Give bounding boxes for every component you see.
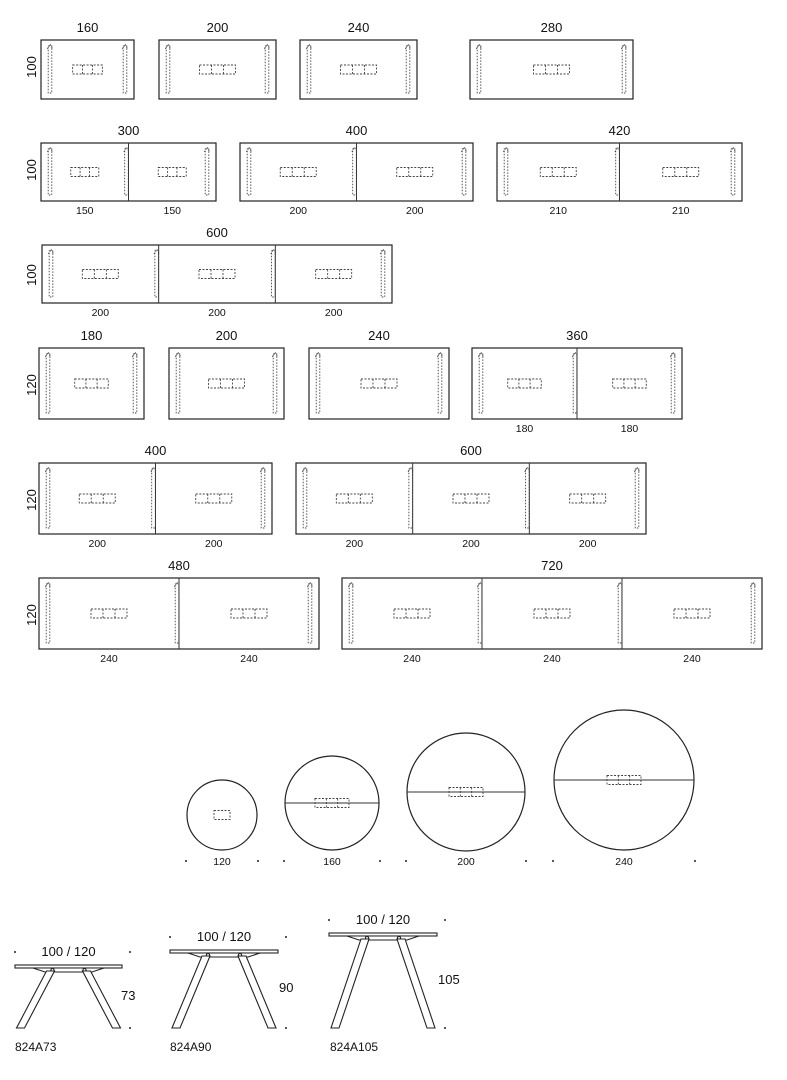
round-table-160 (283, 756, 381, 868)
rectangular-tables (24, 20, 762, 665)
dimension-dot (379, 860, 381, 862)
table-top-outline (342, 578, 762, 649)
extension-mechanism (570, 494, 606, 503)
side-view-824A73 (14, 944, 135, 1054)
segment-width-label: 150 (163, 205, 182, 217)
table-plan-240 (300, 20, 417, 99)
extension-mechanism (397, 168, 433, 177)
table-plan-400 (240, 123, 473, 217)
dimension-dot (169, 936, 171, 938)
diameter-label: 200 (457, 856, 475, 868)
leg-left (331, 939, 369, 1028)
table-plan-360 (472, 328, 682, 435)
leg-rail (261, 469, 265, 528)
dimension-dot (444, 1027, 446, 1029)
table-top-outline (39, 348, 144, 419)
leg-rail (618, 584, 622, 643)
width-label: 400 (144, 443, 167, 458)
extension-mechanism (280, 168, 316, 177)
extension-mechanism (663, 168, 699, 177)
leg-rail (308, 584, 312, 643)
table-plan-200 (169, 328, 284, 419)
table-plan-280 (470, 20, 633, 99)
leg-rail (751, 584, 755, 643)
leg-rail (438, 354, 442, 413)
model-code: 824A105 (330, 1040, 379, 1054)
table-plan-160 (24, 20, 134, 99)
leg-rail (265, 46, 269, 93)
width-label: 720 (541, 558, 563, 573)
depth-label: 120 (24, 374, 39, 396)
width-label: 160 (76, 20, 99, 35)
top-size-label: 100 / 120 (355, 912, 411, 927)
extension-mechanism (73, 65, 103, 74)
extension-mechanism (613, 379, 647, 388)
dimension-dot (405, 860, 407, 862)
segment-width-label: 200 (289, 205, 308, 217)
extension-mechanism (674, 609, 710, 618)
table-plan-180 (24, 328, 144, 419)
segment-width-label: 200 (208, 307, 226, 319)
leg-rail (349, 584, 353, 643)
apron (347, 936, 419, 940)
segment-width-label: 240 (100, 653, 118, 665)
dimension-dot (257, 860, 259, 862)
leg-rail (123, 46, 127, 93)
width-label: 240 (368, 328, 390, 343)
segment-width-label: 200 (88, 538, 107, 550)
depth-label: 100 (24, 264, 39, 286)
dimension-dot (14, 951, 16, 953)
top-size-label: 100 / 120 (196, 929, 252, 944)
segment-width-label: 200 (345, 538, 364, 550)
extension-mechanism (316, 270, 352, 279)
leg-rail (526, 469, 530, 528)
extension-mechanism (508, 379, 542, 388)
dimension-dot (185, 860, 187, 862)
table-top-outline (470, 40, 633, 99)
width-label: 480 (168, 558, 190, 573)
extension-mechanism (341, 65, 377, 74)
segment-width-label: 200 (405, 205, 424, 217)
table-plan-600 (24, 225, 392, 319)
leg-rail (731, 149, 735, 195)
leg-rail (155, 251, 159, 297)
dimension-dot (525, 860, 527, 862)
table-plan-480 (24, 558, 319, 665)
extension-mechanism (336, 494, 372, 503)
segment-width-label: 200 (204, 538, 223, 550)
extension-mechanism (209, 379, 245, 388)
height-label: 73 (121, 988, 136, 1003)
leg-right (238, 956, 276, 1028)
extension-mechanism (91, 609, 127, 618)
segment-width-label: 200 (462, 538, 480, 550)
depth-label: 120 (24, 604, 39, 626)
segment-width-label: 200 (578, 538, 597, 550)
model-code: 824A90 (170, 1040, 212, 1054)
width-label: 600 (206, 225, 228, 240)
dimension-dot (129, 951, 131, 953)
leg-rail (478, 584, 482, 643)
table-top-outline (41, 40, 134, 99)
leg-rail (247, 149, 251, 195)
dimension-dot (694, 860, 696, 862)
table-plan-420 (497, 123, 742, 217)
round-table-200 (405, 733, 527, 868)
width-label: 280 (540, 20, 563, 35)
leg-rail (616, 149, 620, 195)
extension-mechanism (540, 168, 576, 177)
leg-rail (462, 149, 466, 195)
leg-rail (671, 354, 675, 413)
leg-rail (635, 469, 639, 528)
leg-rail (46, 469, 50, 528)
leg-rail (477, 46, 481, 93)
leg-rail (175, 584, 179, 643)
table-top-outline (159, 40, 276, 99)
apron (33, 968, 104, 972)
leg-rail (479, 354, 483, 413)
segment-width-label: 240 (683, 653, 701, 665)
depth-label: 100 (24, 159, 39, 181)
segment-width-label: 240 (403, 653, 421, 665)
diameter-label: 120 (213, 856, 231, 868)
dimension-dot (444, 919, 446, 921)
leg-rail (152, 469, 156, 528)
table-plan-720 (342, 558, 762, 665)
width-label: 200 (215, 328, 238, 343)
width-label: 600 (460, 443, 482, 458)
extension-mechanism (158, 168, 186, 177)
extension-mechanism (196, 494, 232, 503)
round-table-120 (185, 780, 259, 868)
dimension-dot (552, 860, 554, 862)
height-label: 90 (279, 980, 294, 995)
extension-mechanism (82, 270, 118, 279)
leg-rail (307, 46, 311, 93)
leg-rail (176, 354, 180, 413)
leg-rail (273, 354, 277, 413)
table-plan-200 (159, 20, 276, 99)
leg-rail (48, 46, 52, 93)
extension-mechanism (214, 811, 230, 820)
model-code: 824A73 (15, 1040, 57, 1054)
side-view-824A105 (328, 912, 460, 1054)
round-top-outline (187, 780, 257, 850)
width-label: 400 (345, 123, 368, 138)
top-size-label: 100 / 120 (41, 944, 96, 959)
leg-rail (205, 149, 209, 195)
leg-rail (166, 46, 170, 93)
diameter-label: 240 (615, 856, 633, 868)
segment-width-label: 210 (671, 205, 690, 217)
leg-rail (46, 584, 50, 643)
round-table-240 (552, 710, 696, 868)
extension-mechanism (75, 379, 109, 388)
leg-rail (381, 251, 385, 297)
segment-width-label: 200 (91, 307, 110, 319)
width-label: 420 (608, 123, 631, 138)
leg-rail (316, 354, 320, 413)
leg-rail (622, 46, 626, 93)
segment-width-label: 180 (515, 423, 534, 435)
width-label: 200 (206, 20, 229, 35)
table-plan-240 (309, 328, 449, 419)
leg-rail (48, 149, 52, 195)
segment-width-label: 240 (240, 653, 258, 665)
width-label: 360 (566, 328, 588, 343)
apron (188, 953, 260, 957)
extension-mechanism (71, 168, 99, 177)
width-label: 180 (80, 328, 103, 343)
segment-width-label: 180 (620, 423, 639, 435)
extension-mechanism (534, 65, 570, 74)
leg-rail (573, 354, 577, 413)
segment-width-label: 240 (543, 653, 561, 665)
leg-left (172, 956, 210, 1028)
extension-mechanism (394, 609, 430, 618)
leg-rail (49, 251, 53, 297)
leg-rail (125, 149, 129, 195)
table-plan-300 (24, 123, 216, 217)
side-views (14, 912, 460, 1054)
leg-rail (504, 149, 508, 195)
leg-right (397, 939, 435, 1028)
extension-mechanism (200, 65, 236, 74)
dimension-dot (129, 1027, 131, 1029)
extension-mechanism (231, 609, 267, 618)
width-label: 300 (117, 123, 140, 138)
segment-width-label: 210 (549, 205, 568, 217)
round-tables (185, 710, 696, 868)
diameter-label: 160 (323, 856, 341, 868)
extension-mechanism (361, 379, 397, 388)
segment-width-label: 150 (75, 205, 94, 217)
dimension-dot (285, 1027, 287, 1029)
leg-rail (409, 469, 413, 528)
extension-mechanism (79, 494, 115, 503)
dimension-dot (328, 919, 330, 921)
extension-mechanism (453, 494, 489, 503)
leg-rail (272, 251, 276, 297)
leg-rail (303, 469, 307, 528)
leg-rail (46, 354, 50, 413)
extension-mechanism (199, 270, 235, 279)
dimension-dot (283, 860, 285, 862)
depth-label: 100 (24, 56, 39, 78)
leg-rail (353, 149, 357, 195)
dimension-dot (285, 936, 287, 938)
leg-left (17, 971, 55, 1028)
side-view-824A90 (169, 929, 293, 1054)
table-top-outline (169, 348, 284, 419)
leg-right (83, 971, 121, 1028)
table-plan-400 (24, 443, 272, 550)
segment-width-label: 200 (324, 307, 343, 319)
leg-rail (406, 46, 410, 93)
table-top-outline (309, 348, 449, 419)
height-label: 105 (438, 972, 460, 987)
table-plan-600 (296, 443, 646, 550)
depth-label: 120 (24, 489, 39, 511)
extension-mechanism (534, 609, 570, 618)
table-top-outline (300, 40, 417, 99)
width-label: 240 (347, 20, 370, 35)
leg-rail (133, 354, 137, 413)
